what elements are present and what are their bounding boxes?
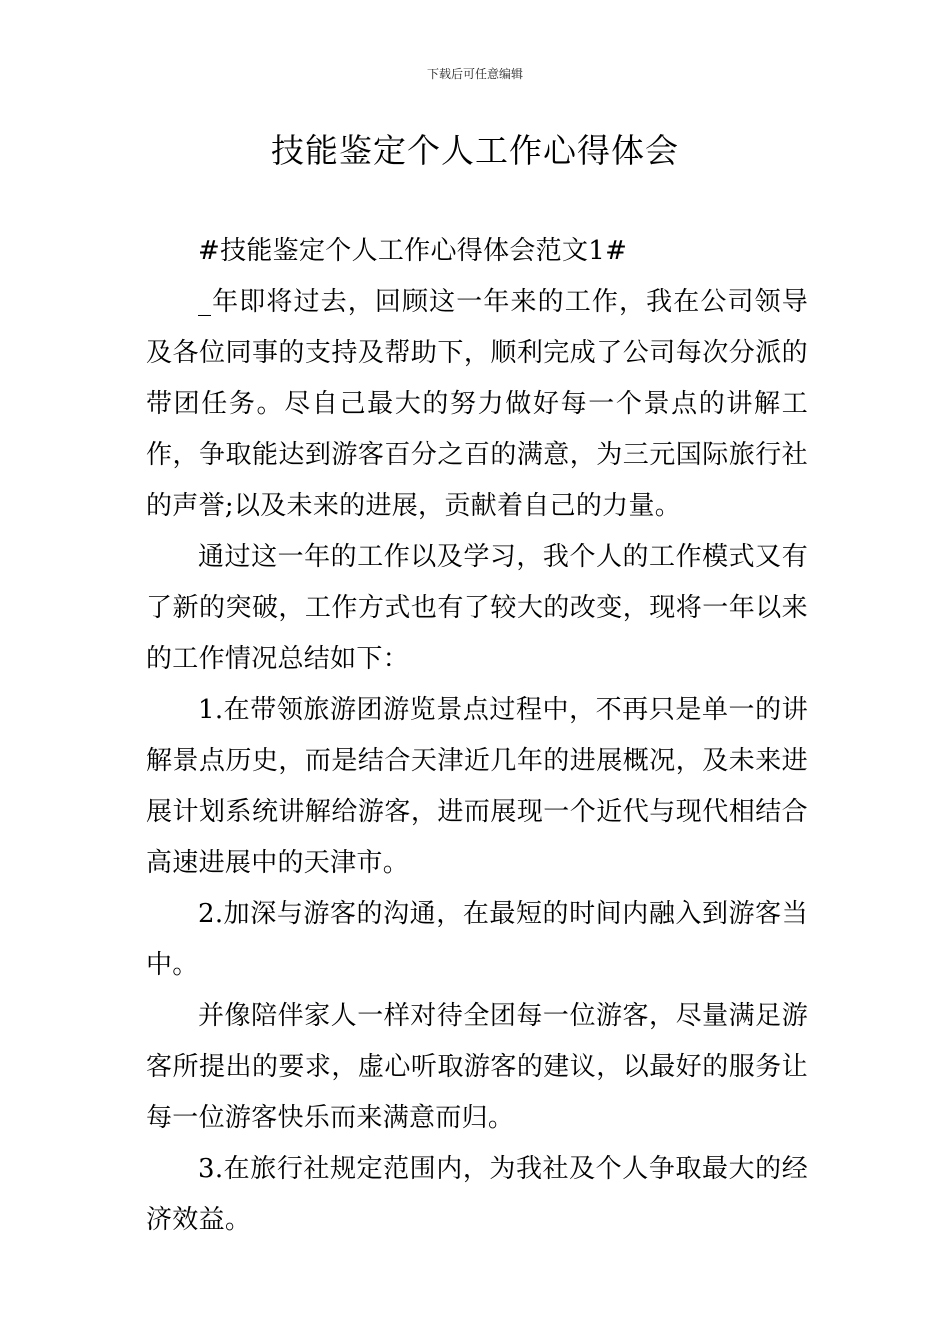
paragraph-item-2-continued: 并像陪伴家人一样对待全团每一位游客，尽量满足游客所提出的要求，虚心听取游客的建议，以最好的服务让每一位游客快乐而来满意而归。 xyxy=(146,1001,808,1133)
paragraph-summary-lead: 通过这一年的工作以及学习，我个人的工作模式又有了新的突破，工作方式也有了较大的改变，现将一年以来的工作情况总结如下： xyxy=(146,542,808,674)
document-body xyxy=(146,226,808,1246)
paragraph-section-heading: #技能鉴定个人工作心得体会范文1# xyxy=(198,236,628,266)
paragraph-item-2: 2.加深与游客的沟通，在最短的时间内融入到游客当中。 xyxy=(146,899,808,980)
paragraph-intro: _年即将过去，回顾这一年来的工作，我在公司领导及各位同事的支持及帮助下，顺利完成了公司每次分派的带团任务。尽自己最大的努力做好每一个景点的讲解工作，争取能达到游客百分之百的满意，为三元国际旅行社的声誉;以及未来的进展，贡献着自己的力量。 xyxy=(146,287,808,521)
document-title: 技能鉴定个人工作心得体会 xyxy=(271,131,679,170)
header-note: 下载后可任意编辑 xyxy=(426,67,523,81)
paragraph-item-3: 3.在旅行社规定范围内，为我社及个人争取最大的经济效益。 xyxy=(146,1154,808,1235)
paragraph-item-1: 1.在带领旅游团游览景点过程中，不再只是单一的讲解景点历史，而是结合天津近几年的进展概况，及未来进展计划系统讲解给游客，进而展现一个近代与现代相结合高速进展中的天津市。 xyxy=(146,695,808,878)
